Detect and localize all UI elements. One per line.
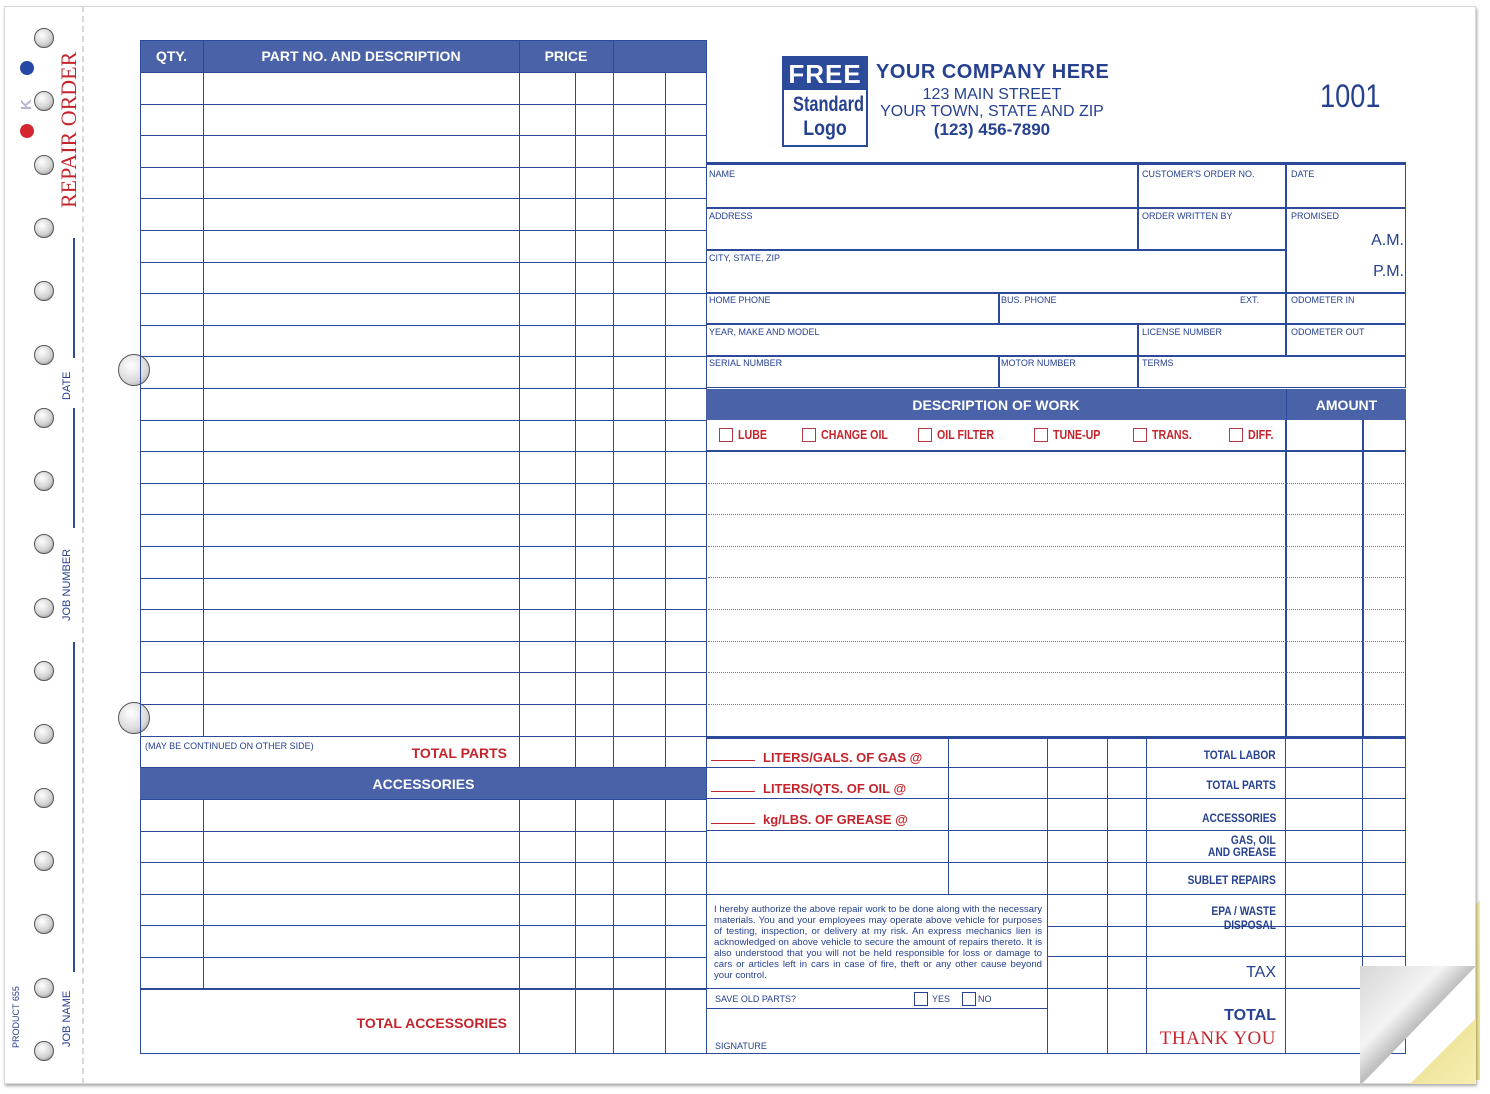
terms-field[interactable]: TERMS <box>1142 358 1174 368</box>
description-cell[interactable] <box>204 105 519 135</box>
charge-amount-cell[interactable] <box>1287 768 1404 796</box>
epa-label <box>1150 904 1276 934</box>
tax-label: TAX <box>1246 964 1276 981</box>
serial-number-field[interactable]: SERIAL NUMBER <box>709 358 783 368</box>
logo-logo: Logo <box>803 117 847 140</box>
price-cell[interactable] <box>520 263 706 293</box>
qty-cell[interactable] <box>141 705 203 735</box>
description-cell[interactable] <box>204 610 519 640</box>
accessory-cell[interactable] <box>204 863 519 893</box>
price-cell[interactable] <box>520 705 706 735</box>
qty-cell[interactable] <box>141 326 203 356</box>
qty-cell[interactable] <box>141 199 203 229</box>
price-cell[interactable] <box>520 231 706 261</box>
accessory-cell[interactable] <box>204 958 519 988</box>
col-divider <box>1137 163 1139 250</box>
charge-amount-cell[interactable] <box>1287 864 1404 892</box>
work-description-line[interactable] <box>708 642 1284 671</box>
price-cell[interactable] <box>520 105 706 135</box>
qty-cell[interactable] <box>141 452 203 482</box>
work-amount-cell[interactable] <box>1287 673 1404 702</box>
qty-cell[interactable] <box>141 610 203 640</box>
work-amount-cell[interactable] <box>1287 515 1404 544</box>
description-cell[interactable] <box>204 673 519 703</box>
binder-hole <box>34 408 54 428</box>
company-name: YOUR COMPANY HERE <box>876 61 1110 83</box>
accessories-text: ACCESSORIES <box>1201 811 1276 825</box>
charge-column <box>1047 737 1048 1054</box>
binder-hole <box>34 598 54 618</box>
charge-row-line <box>706 894 1406 895</box>
work-description-line[interactable] <box>708 673 1284 702</box>
binder-hole <box>34 978 54 998</box>
work-amount-cell[interactable] <box>1287 578 1404 607</box>
charge-amount-cell[interactable] <box>1287 737 1404 765</box>
price-cell[interactable] <box>520 199 706 229</box>
product-number: PRODUCT 655 <box>11 986 21 1048</box>
description-cell[interactable] <box>204 263 519 293</box>
qty-cell[interactable] <box>141 136 203 166</box>
qty-cell[interactable] <box>141 484 203 514</box>
description-cell[interactable] <box>204 294 519 324</box>
stub-job-name-label: JOB NAME <box>61 990 73 1047</box>
binder-hole <box>34 1041 54 1061</box>
col-divider <box>1137 323 1139 387</box>
pm-label: P.M. <box>1373 263 1404 280</box>
qty-cell[interactable] <box>141 168 203 198</box>
binder-hole <box>34 851 54 871</box>
qty-cell[interactable] <box>141 389 203 419</box>
col-divider <box>998 355 1000 387</box>
gas-oil-text: GAS, OIL <box>1231 833 1276 847</box>
service-option-trans[interactable] <box>1133 426 1200 444</box>
accessory-cell[interactable] <box>204 800 519 830</box>
description-cell[interactable] <box>204 231 519 261</box>
description-cell[interactable] <box>204 515 519 545</box>
stub-title: REPAIR ORDER <box>56 51 81 208</box>
work-description-line[interactable] <box>708 547 1284 576</box>
checkbox-icon[interactable] <box>1034 428 1048 442</box>
stub-date-line <box>73 238 75 358</box>
price-cell[interactable] <box>520 389 706 419</box>
service-option-diff[interactable] <box>1229 426 1279 444</box>
description-cell[interactable] <box>204 168 519 198</box>
service-option-oil-filter[interactable] <box>918 426 1007 444</box>
odometer-out-field[interactable]: ODOMETER OUT <box>1291 327 1365 337</box>
price-cell[interactable] <box>520 484 706 514</box>
continued-note: (MAY BE CONTINUED ON OTHER SIDE) <box>145 741 314 751</box>
license-number-field[interactable]: LICENSE NUMBER <box>1142 327 1223 337</box>
binder-hole <box>34 788 54 808</box>
work-amount-cell[interactable] <box>1287 610 1404 639</box>
ext-label: EXT. <box>1240 295 1260 305</box>
binder-hole <box>34 471 54 491</box>
logo-free: FREE <box>784 58 866 90</box>
gas-blank[interactable] <box>711 760 755 761</box>
save-parts-yes-checkbox[interactable] <box>914 992 928 1006</box>
qty-cell[interactable] <box>141 642 203 672</box>
service-label: TUNE-UP <box>1053 427 1101 442</box>
column-line <box>519 799 520 1054</box>
oil-label: LITERS/QTS. OF OIL @ <box>763 781 907 796</box>
description-cell[interactable] <box>204 326 519 356</box>
no-label: NO <box>978 994 992 1004</box>
column-line <box>575 799 576 1054</box>
description-cell[interactable] <box>204 357 519 387</box>
description-of-work-header: DESCRIPTION OF WORK <box>706 389 1286 420</box>
description-cell[interactable] <box>204 73 519 103</box>
row-divider <box>706 323 1406 325</box>
binder-hole <box>34 28 54 48</box>
row-divider <box>706 249 1286 251</box>
company-phone: (123) 456-7890 <box>933 120 1051 139</box>
row-divider <box>706 292 1406 294</box>
checkbox-icon[interactable] <box>719 428 733 442</box>
price-cell[interactable] <box>520 673 706 703</box>
price-cell[interactable] <box>520 547 706 577</box>
work-description-line[interactable] <box>708 452 1284 481</box>
sublet-repairs-label <box>1150 871 1276 889</box>
price-cell[interactable] <box>520 421 706 451</box>
work-amount-cell[interactable] <box>1287 642 1404 671</box>
work-description-line[interactable] <box>708 578 1284 607</box>
thank-you-label: THANK YOU <box>1159 1028 1276 1049</box>
blue-color-dot <box>20 61 34 75</box>
description-cell[interactable] <box>204 547 519 577</box>
accessory-cell[interactable] <box>204 926 519 956</box>
description-cell[interactable] <box>204 642 519 672</box>
work-amount-cell[interactable] <box>1287 705 1404 734</box>
perforation-line <box>82 6 84 1084</box>
accessory-total-line <box>140 988 707 990</box>
yes-label: YES <box>932 994 951 1004</box>
checkbox-icon[interactable] <box>802 428 816 442</box>
service-option-change-oil[interactable] <box>802 426 903 444</box>
charge-amount-cell[interactable] <box>1287 832 1404 860</box>
qty-cell[interactable] <box>141 105 203 135</box>
and-grease-text: AND GREASE <box>1207 845 1276 859</box>
description-cell[interactable] <box>204 389 519 419</box>
description-cell[interactable] <box>204 452 519 482</box>
amount-header: AMOUNT <box>1286 389 1406 420</box>
qty-cell[interactable] <box>141 421 203 451</box>
company-street: 123 MAIN STREET <box>922 86 1062 103</box>
grease-blank[interactable] <box>711 823 755 824</box>
column-line <box>665 799 666 1054</box>
total-accessories-label: TOTAL ACCESSORIES <box>356 1015 507 1031</box>
checkbox-icon[interactable] <box>1133 428 1147 442</box>
price-cell[interactable] <box>520 642 706 672</box>
service-label: OIL FILTER <box>937 427 995 442</box>
charge-row-line <box>706 862 1406 863</box>
col-divider <box>998 292 1000 324</box>
row-divider <box>706 207 1286 209</box>
qty-cell[interactable] <box>141 547 203 577</box>
am-label: A.M. <box>1371 232 1404 249</box>
signature-label: SIGNATURE <box>715 1041 767 1051</box>
accessories-header: ACCESSORIES <box>140 768 707 799</box>
save-parts-no-checkbox[interactable] <box>962 992 976 1006</box>
total-labor-text: TOTAL LABOR <box>1204 748 1276 762</box>
charge-amount-cell[interactable] <box>1287 926 1404 954</box>
service-option-tune-up[interactable] <box>1034 426 1111 444</box>
description-cell[interactable] <box>204 705 519 735</box>
col-divider <box>1285 163 1287 356</box>
description-cell[interactable] <box>204 579 519 609</box>
customer-order-no-field[interactable]: CUSTOMER'S ORDER NO. <box>1142 169 1255 179</box>
sublet-text: SUBLET REPAIRS <box>1187 873 1276 887</box>
charge-column <box>1107 737 1108 1054</box>
stub-date-label: DATE <box>61 371 73 400</box>
charge-amount-cell[interactable] <box>1287 896 1404 924</box>
city-state-zip-field[interactable]: CITY, STATE, ZIP <box>709 253 781 263</box>
accessories-summary-label <box>1150 809 1276 827</box>
description-cell[interactable] <box>204 136 519 166</box>
charge-amount-cell[interactable] <box>1287 800 1404 828</box>
price-cell[interactable] <box>520 326 706 356</box>
description-column-header: PART NO. AND DESCRIPTION <box>261 48 461 64</box>
column-line <box>613 799 614 1054</box>
year-make-model-field[interactable]: YEAR, MAKE AND MODEL <box>709 327 820 337</box>
grease-label: kg/LBS. OF GREASE @ <box>763 812 908 827</box>
address-field[interactable]: ADDRESS <box>709 211 753 221</box>
total-parts-text: TOTAL PARTS <box>1206 778 1276 792</box>
price-cell[interactable] <box>520 136 706 166</box>
price-column-header: PRICE <box>544 48 588 64</box>
price-cell[interactable] <box>520 610 706 640</box>
charge-row-line <box>1047 956 1406 957</box>
odometer-in-field[interactable]: ODOMETER IN <box>1291 295 1355 305</box>
price-cell[interactable] <box>520 579 706 609</box>
total-label: TOTAL <box>1224 1007 1276 1024</box>
total-labor-label <box>1150 746 1276 764</box>
bus-phone-field[interactable]: BUS. PHONE <box>1001 295 1057 305</box>
charge-column <box>1285 737 1286 1054</box>
gas-label: LITERS/GALS. OF GAS @ <box>763 750 923 765</box>
stub-job-number-line <box>73 642 75 972</box>
description-cell[interactable] <box>204 199 519 229</box>
binder-hole <box>34 661 54 681</box>
row-divider <box>706 355 1406 357</box>
qty-cell[interactable] <box>141 73 203 103</box>
name-field[interactable]: NAME <box>709 169 736 179</box>
service-label: CHANGE OIL <box>821 427 888 442</box>
save-old-parts-label: SAVE OLD PARTS? <box>715 994 797 1004</box>
work-amount-cell[interactable] <box>1287 484 1404 513</box>
price-cell[interactable] <box>520 168 706 198</box>
service-label: TRANS. <box>1152 427 1192 442</box>
qty-cell[interactable] <box>141 231 203 261</box>
save-parts-line <box>706 988 1047 989</box>
qty-column-header: QTY. <box>155 48 188 64</box>
service-label: DIFF. <box>1248 427 1274 442</box>
binder-hole <box>34 218 54 238</box>
stub-job-number-label: JOB NUMBER <box>61 548 73 621</box>
gas-oil-grease-label <box>1150 834 1276 858</box>
service-option-lube[interactable] <box>719 426 773 444</box>
qty-cell[interactable] <box>141 294 203 324</box>
price-cell[interactable] <box>520 515 706 545</box>
company-city: YOUR TOWN, STATE AND ZIP <box>880 103 1104 120</box>
motor-number-field[interactable]: MOTOR NUMBER <box>1001 358 1076 368</box>
epa-text: EPA / WASTE DISPOSAL <box>1211 904 1276 932</box>
charge-row-line <box>706 798 1406 799</box>
checkbox-icon[interactable] <box>1229 428 1243 442</box>
qty-cell[interactable] <box>141 673 203 703</box>
total-parts-summary-label <box>1150 776 1276 794</box>
qty-cell[interactable] <box>141 579 203 609</box>
red-color-dot <box>20 124 34 138</box>
price-cell[interactable] <box>520 357 706 387</box>
row-line <box>140 736 707 737</box>
row-divider <box>1285 207 1406 209</box>
description-cell[interactable] <box>204 484 519 514</box>
color-mark-k: K <box>18 99 35 110</box>
checkbox-icon[interactable] <box>918 428 932 442</box>
binder-hole <box>34 155 54 175</box>
work-description-line[interactable] <box>708 705 1284 734</box>
home-phone-field[interactable]: HOME PHONE <box>709 295 771 305</box>
oil-blank[interactable] <box>711 791 755 792</box>
service-label: LUBE <box>738 427 768 442</box>
work-description-line[interactable] <box>708 484 1284 513</box>
description-cell[interactable] <box>204 421 519 451</box>
qty-cell[interactable] <box>141 357 203 387</box>
binder-hole <box>34 345 54 365</box>
order-written-by-field[interactable]: ORDER WRITTEN BY <box>1142 211 1233 221</box>
work-description-line[interactable] <box>708 515 1284 544</box>
company-logo <box>782 56 868 147</box>
qty-cell[interactable] <box>141 515 203 545</box>
qty-cell[interactable] <box>141 263 203 293</box>
total-parts-label: TOTAL PARTS <box>411 745 507 761</box>
fluid-price-column <box>948 737 949 894</box>
form-number: 1001 <box>1320 78 1381 114</box>
work-amount-cell[interactable] <box>1287 547 1404 576</box>
work-amount-cell[interactable] <box>1287 452 1404 481</box>
charge-column <box>1146 737 1147 1054</box>
price-cell[interactable] <box>520 452 706 482</box>
promised-field[interactable]: PROMISED <box>1291 211 1340 221</box>
accessory-cell[interactable] <box>204 832 519 862</box>
accessory-cell[interactable] <box>204 895 519 925</box>
date-field[interactable]: DATE <box>1291 169 1315 179</box>
price-cell[interactable] <box>520 294 706 324</box>
price-cell[interactable] <box>520 73 706 103</box>
stub-date-line-lower <box>73 408 75 528</box>
charge-row-line <box>706 830 1406 831</box>
authorization-text: I hereby authorize the above repair work to be done along with the necessary materials. You and your employees may operate above vehicle for purposes of testing, inspection, or delivery at my risk. An express mechanics lien is acknowledged on above vehicle to secure the amount of repairs thereto. It is also understood that you will not be held responsible for loss or damage to cars or articles left in cars in case of fire, theft or any other cause beyond your control. <box>714 904 1042 981</box>
charge-row-line <box>1047 988 1406 989</box>
logo-standard: Standard <box>793 93 865 116</box>
work-description-line[interactable] <box>708 610 1284 639</box>
